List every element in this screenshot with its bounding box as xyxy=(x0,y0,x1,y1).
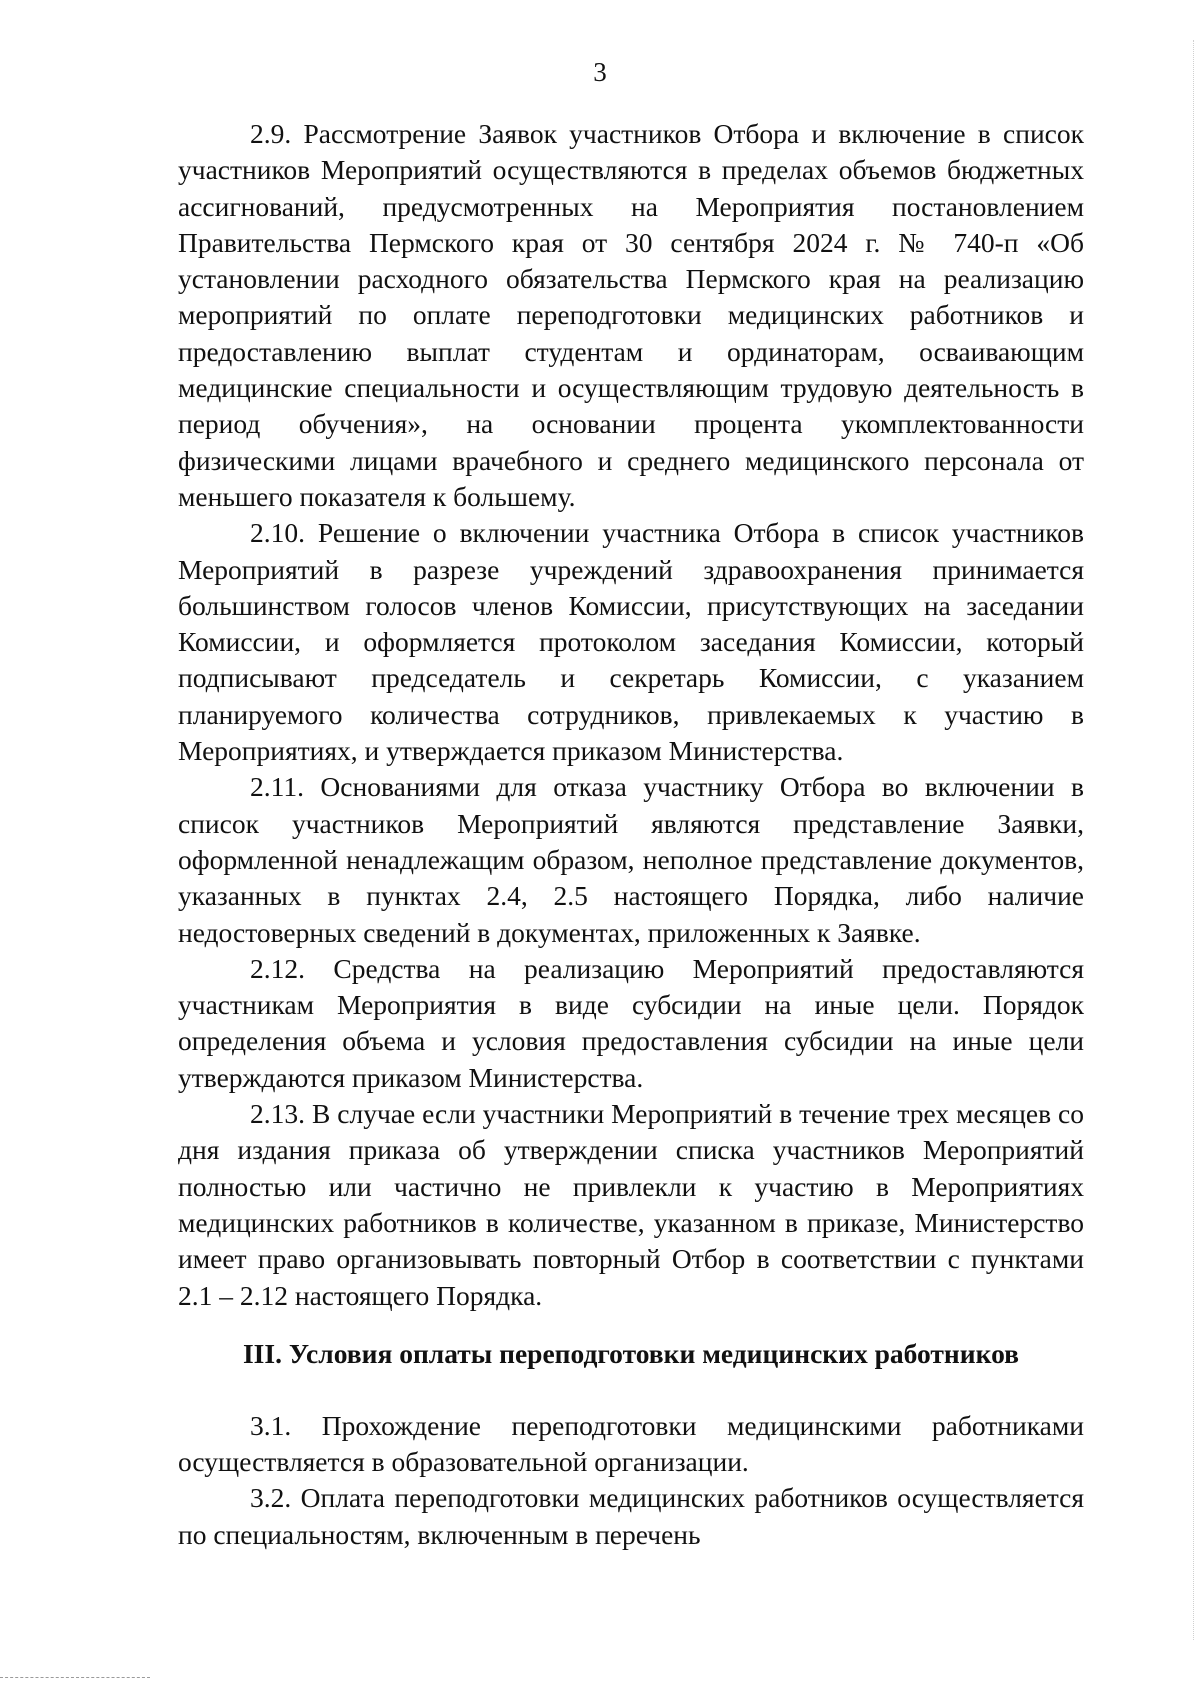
paragraph-2-11: 2.11. Основаниями для отказа участнику Отбора во включении в список участников Мероприятий являются представление Заявки, оформленной ненадлежащим образом, неполное представление документов, указанных в пунктах 2.4, 2.5 настоящего Порядка, либо наличие недостоверных сведений в документах, приложенных к Заявке. xyxy=(178,771,1084,948)
paragraph-3-1: 3.1. Прохождение переподготовки медицинскими работниками осуществляется в образовательной организации. xyxy=(178,1409,1084,1478)
scan-edge-right xyxy=(1193,40,1194,1640)
paragraph-2-9: 2.9. Рассмотрение Заявок участников Отбора и включение в список участников Мероприятий осуществляются в пределах объемов бюджетных ассигнований, предусмотренных на Мероприятия постановлением Правительства Пермского края от 30 сентября 2024 г. № 740-п «Об установлении расходного обязательства Пермского края на реализацию мероприятий по оплате переподготовки медицинских работников и предоставлению выплат студентам и ординаторам, осваивающим медицинские специальности и осуществляющим трудовую деятельность в период обучения», на основании процента укомплектованности физическими лицами врачебного и среднего медицинского персонала от меньшего показателя к большему. xyxy=(178,118,1084,512)
paragraph-2-12: 2.12. Средства на реализацию Мероприятий предоставляются участникам Мероприятия в виде субсидии на иные цели. Порядок определения объема и условия предоставления субсидии на иные цели утверждаются приказом Министерства. xyxy=(178,952,1084,1093)
paragraph-3-2: 3.2. Оплата переподготовки медицинских работников осуществляется по специальностям, включенным в перечень xyxy=(178,1482,1084,1550)
paragraph-2-10: 2.10. Решение о включении участника Отбора в список участников Мероприятий в разрезе учреждений здравоохранения принимается большинством голосов членов Комиссии, присутствующих на заседании Комиссии, и оформляется протоколом заседания Комиссии, который подписывают председатель и секретарь Комиссии, с указанием планируемого количества сотрудников, привлекаемых к участию в Мероприятиях, и утверждается приказом Министерства. xyxy=(178,517,1084,767)
paragraph-2-13: 2.13. В случае если участники Мероприятий в течение трех месяцев со дня издания приказа об утверждении списка участников Мероприятий полностью или частично не привлекли к участию в Мероприятиях медицинских работников в количестве, указанном в приказе, Министерство имеет право организовывать повторный Отбор в соответствии с пунктами 2.1 – 2.12 настоящего Порядка. xyxy=(178,1098,1084,1311)
document-body xyxy=(178,116,1084,1553)
section-heading: III. Условия оплаты переподготовки медицинских работников xyxy=(242,1337,1019,1369)
scan-edge-line xyxy=(0,1677,150,1678)
page-number: 3 xyxy=(593,57,607,87)
section-spacer xyxy=(178,1372,1084,1408)
